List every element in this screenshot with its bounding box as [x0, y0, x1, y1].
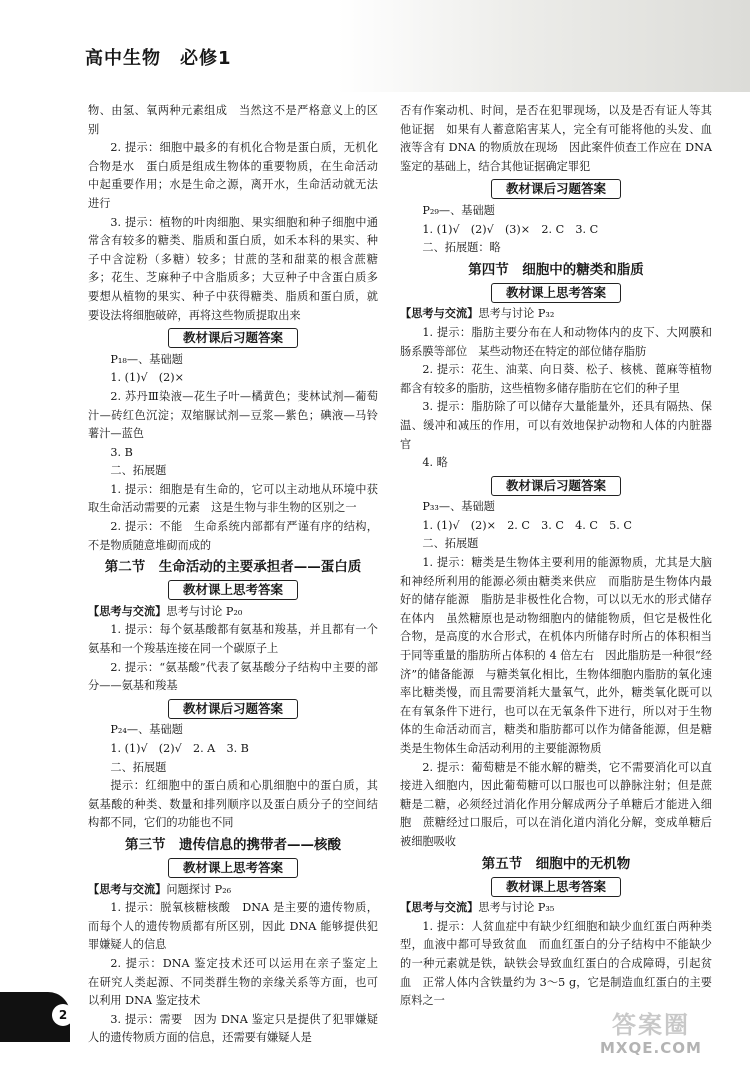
- paragraph: 1. 提示：脱氧核糖核酸 DNA 是主要的遗传物质，而每个人的遗传物质都有所区别，因此 DNA 能够提供犯罪嫌疑人的信息: [88, 901, 378, 952]
- paragraph: 3. 提示：脂肪除了可以储存大量能量外，还具有隔热、保温、缓冲和减压的作用，可以有效地保护动物和人体的内脏器官: [400, 400, 712, 451]
- paragraph: 1. (1)√ (2)√ 2. A 3. B: [110, 742, 249, 755]
- answer-box-heading: 教材课后习题答案: [400, 179, 712, 200]
- discussion-tag: 【思考与交流】: [88, 604, 167, 618]
- left-column: [88, 102, 390, 1048]
- paragraph: 否有作案动机、时间，是否在犯罪现场，以及是否有证人等其他证据 如果有人蓄意陷害某人，完全有可能将他的头发、血液等含有 DNA 的物质放在现场 因此案件侦查工作应在 DNA 鉴定的基础上，结合其他证据确定罪犯: [400, 104, 712, 173]
- paragraph: P₃₃—、基础题: [422, 500, 495, 514]
- section-title: 第三节 遗传信息的携带者——核酸: [125, 836, 341, 853]
- paragraph: 1. (1)√ (2)×: [110, 371, 185, 385]
- paragraph: 2. 提示：花生、油菜、向日葵、松子、核桃、蓖麻等植物都含有较多的脂肪，这些植物多储存脂肪在它们的种子里: [400, 363, 712, 395]
- paragraph: 二、拓展题: [110, 760, 167, 774]
- watermark-logo: [600, 1005, 745, 1063]
- paragraph: 2. 提示：DNA 鉴定技术还可以运用在亲子鉴定上 在研究人类起源、不同类群生物的亲缘关系等方面，也可以利用 DNA 鉴定技术: [88, 956, 390, 1008]
- paragraph: 1. (1)√ (2)× 2. C 3. C 4. C 5. C: [422, 518, 632, 532]
- answer-box-heading: 教材课后习题答案: [88, 699, 378, 720]
- discussion-tag: 【思考与交流】: [400, 307, 479, 321]
- paragraph: 【思考与交流】问题探讨 P₂₆: [88, 882, 232, 896]
- paragraph: 1. 提示：脂肪主要分布在人和动物体内的皮下、大网膜和肠系膜等部位 某些动物还在特定的部位储存脂肪: [400, 325, 712, 358]
- paragraph: 物、由氢、氧两种元素组成 当然这不是严格意义上的区别: [88, 104, 378, 136]
- watermark-url: MXQE.COM: [600, 1039, 702, 1057]
- paragraph: P₂₉—、基础题: [422, 203, 495, 217]
- answer-box-heading: 教材课后习题答案: [400, 476, 712, 497]
- paragraph: 2. 提示：葡萄糖是不能水解的糖类，它不需要消化可以直接进入细胞内，因此葡萄糖可以口服也可以静脉注射；但是蔗糖是二糖，必须经过消化作用分解成两分子单糖后才能进入细胞 蔗糖经过口服后，可以在消化道内消化分解，变成单糖后被细胞吸收: [400, 760, 712, 848]
- book-title: 高中生物 必修1: [85, 48, 232, 69]
- paragraph: 【思考与交流】思考与讨论 P₃₅: [400, 901, 555, 915]
- page-number-tab: [0, 992, 70, 1042]
- paragraph: 1. (1)√ (2)√ (3)× 2. C 3. C: [422, 222, 599, 236]
- page-number: 2: [52, 1004, 74, 1026]
- paragraph: 3. 提示：需要 因为 DNA 鉴定只是提供了犯罪嫌疑人的遗传物质方面的信息，还需要有嫌疑人是: [88, 1012, 378, 1045]
- section-title: 第五节 细胞中的无机物: [481, 855, 631, 872]
- paragraph: 【思考与交流】思考与讨论 P₂₀: [88, 604, 243, 618]
- paragraph: 1. 提示：人贫血症中有缺少红细胞和缺少血红蛋白两种类型，血液中都可导致贫血 而血红蛋白的分子结构中不能缺少的一种元素就是铁，缺铁会导致血红蛋白的合成障碍，引起贫血 正常人体内含铁量约为 3～5 g，它是制造血红蛋白的主要原料之一: [400, 919, 712, 1008]
- answer-box-heading: 教材课上思考答案: [400, 283, 712, 304]
- section-title: 第四节 细胞中的糖类和脂质: [468, 261, 644, 278]
- paragraph: 4. 略: [422, 456, 448, 470]
- page-header: [0, 0, 750, 92]
- paragraph: P₂₄—、基础题: [110, 723, 183, 737]
- paragraph: 二、拓展题: [110, 464, 167, 478]
- paragraph: 2. 提示：“氨基酸”代表了氨基酸分子结构中主要的部分——氨基和羧基: [88, 660, 378, 693]
- right-column: [400, 102, 712, 1011]
- answer-box-heading: 教材课上思考答案: [400, 877, 712, 898]
- paragraph: 【思考与交流】思考与讨论 P₃₂: [400, 307, 555, 321]
- paragraph: 2. 提示：细胞中最多的有机化合物是蛋白质，无机化合物是水 蛋白质是组成生物体的重要物质，在生命活动中起重要作用；水是生命之源，离开水，生命活动就无法进行: [88, 141, 378, 210]
- paragraph: 3. B: [110, 445, 133, 459]
- paragraph: 2. 苏丹Ⅲ染液—花生子叶—橘黄色；斐林试剂—葡萄汁—砖红色沉淀；双缩脲试剂—豆浆—紫色；碘液—马铃薯汁—蓝色: [88, 389, 378, 441]
- paragraph: P₁₈—、基础题: [110, 352, 183, 366]
- paragraph: 1. 提示：糖类是生物体主要利用的能源物质，尤其是大脑和神经所利用的能源必须由糖类来供应 而脂肪是生物体内最好的储存能源 脂肪是非极性化合物，可以以无水的形式储存在体内 虽然糖原也是动物细胞内的储能物质，但它是极性化合物，是高度的水合形式，在机体内所储存时所占的体积相当于同等重量的脂肪所占体积的 4 倍左右 因此脂肪是一种很“经济”的储备能源 与糖类氧化相比，生物体细胞内脂肪的氧化速率比糖类慢，而且需要消耗大量氧气，此外，糖类氧化既可以在有氧条件下进行，也可以在无氧条件下进行，所以对于生物体的生命活动而言，糖类和脂肪都可以作为储备能源，但是糖类是生物体生命活动利用的主要能源物质: [400, 556, 712, 755]
- answer-box-heading: 教材课上思考答案: [88, 858, 378, 879]
- discussion-tag: 【思考与交流】: [88, 882, 167, 896]
- paragraph: 1. 提示：每个氨基酸都有氨基和羧基，并且都有一个氨基和一个羧基连接在同一个碳原子上: [88, 623, 378, 656]
- paragraph: 提示：红细胞中的蛋白质和心肌细胞中的蛋白质，其氨基酸的种类、数量和排列顺序以及蛋白质分子的空间结构都不同，它们的功能也不同: [88, 779, 378, 830]
- paragraph: 二、拓展题: [422, 537, 479, 551]
- paragraph: 2. 提示：不能 生命系统内部都有严谨有序的结构，不是物质随意堆砌而成的: [88, 520, 378, 552]
- answer-box-heading: 教材课上思考答案: [88, 580, 378, 601]
- section-title: 第二节 生命活动的主要承担者——蛋白质: [104, 559, 362, 576]
- discussion-tag: 【思考与交流】: [400, 901, 479, 915]
- paragraph: 二、拓展题：略: [422, 241, 501, 255]
- watermark-text: 答案圈: [612, 1011, 690, 1039]
- paragraph: 3. 提示：植物的叶肉细胞、果实细胞和种子细胞中通常含有较多的糖类、脂质和蛋白质，如禾本科的果实、种子中含淀粉（多糖）较多；甘蔗的茎和甜菜的根含蔗糖多；花生、芝麻种子中含脂质多；大豆种子中含蛋白质多 要想从植物的果实、种子中获得糖类、脂质和蛋白质，就要设法将细胞破碎，再将这些物质提取出来: [88, 215, 390, 322]
- paragraph: 1. 提示：细胞是有生命的，它可以主动地从环境中获取生命活动需要的元素 这是生物与非生物的区别之一: [88, 482, 378, 515]
- answer-box-heading: 教材课后习题答案: [88, 328, 378, 349]
